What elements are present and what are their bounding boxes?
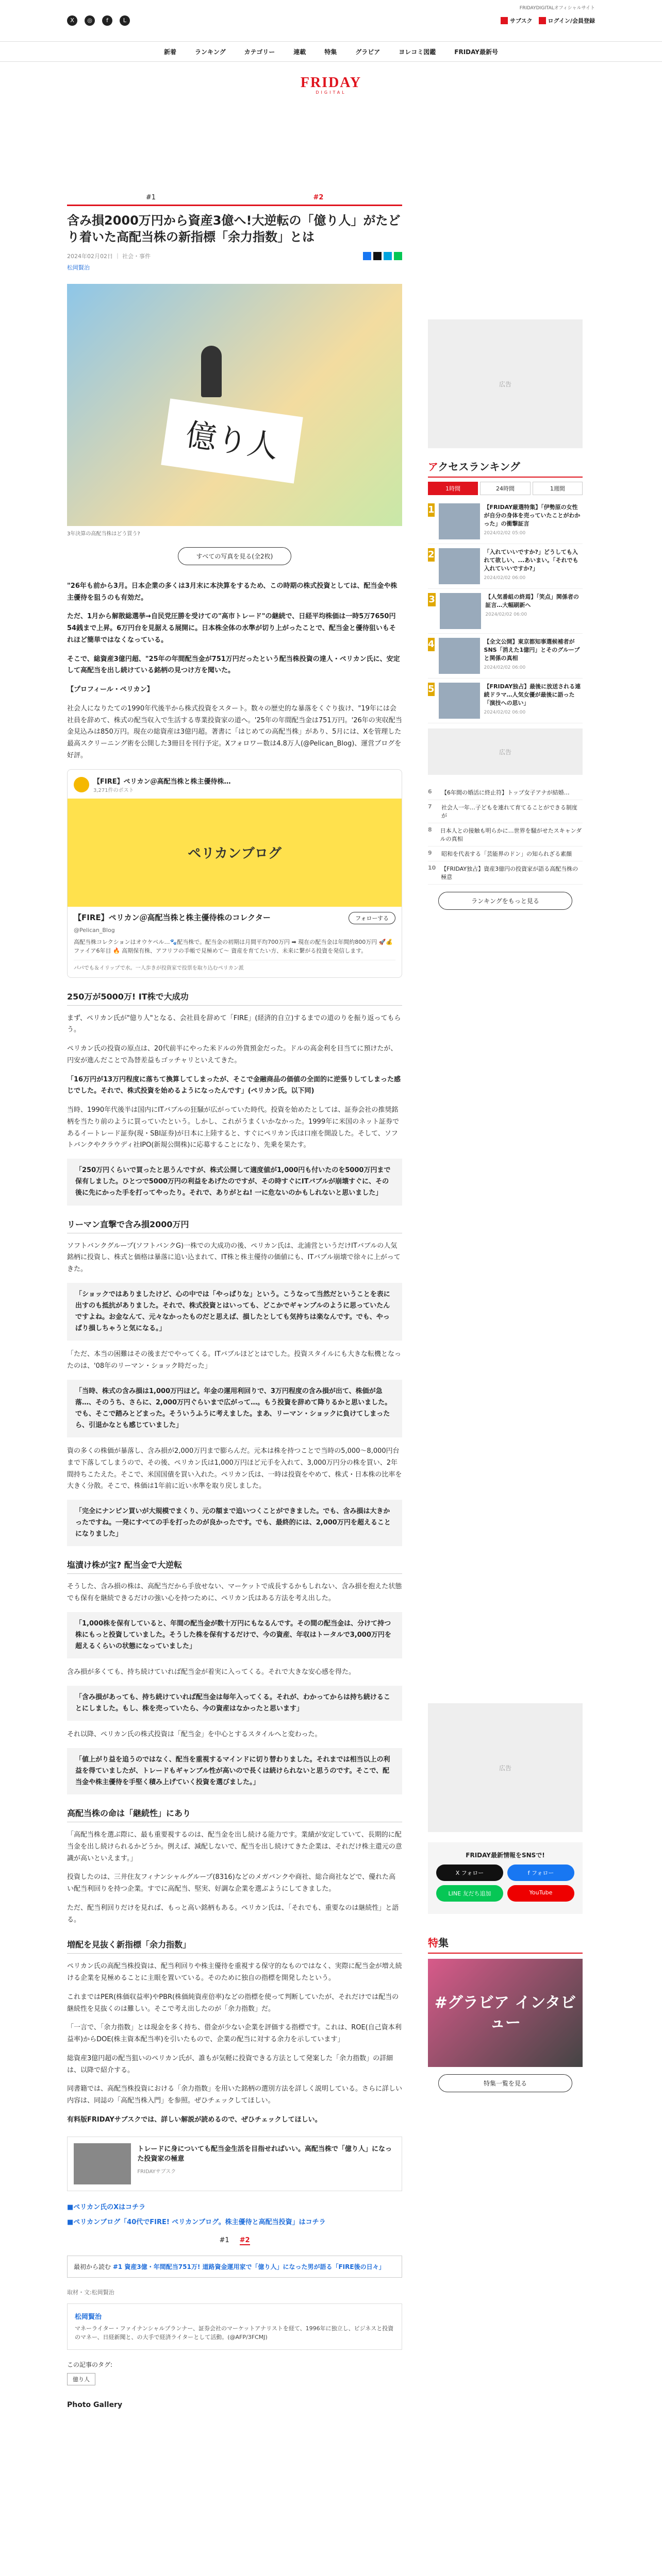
login-label: ログイン/会員登録 bbox=[548, 18, 595, 24]
rank-number: 1 bbox=[428, 503, 435, 517]
page-link-1[interactable]: #1 bbox=[219, 2236, 229, 2244]
nav-item-ranking[interactable]: ランキング bbox=[195, 48, 226, 56]
hatena-share-icon[interactable] bbox=[384, 252, 392, 260]
ranking-tabs bbox=[428, 482, 583, 495]
user-icon bbox=[539, 17, 546, 24]
paragraph: それ以降、ペリカン氏の株式投資は「配当金」を中心とするスタイルへと変わった。 bbox=[67, 1731, 322, 1738]
embed-post-count: 3,271件のポスト bbox=[93, 787, 134, 793]
section-heading: 250万が5000万! IT株で大成功 bbox=[67, 990, 402, 1006]
ranking-heading-rest: クセスランキング bbox=[438, 461, 520, 473]
nav-item-category[interactable]: カテゴリー bbox=[244, 48, 275, 56]
ranking-title: 日本人との接触も明らかに…世界を騒がせたスキャンダルの真相 bbox=[440, 827, 582, 842]
quote-text: 「1,000株を保有していると、年間の配当金が数十万円にもなるんです。その間の配当金は、分けて持つ株にもっと投資していました。そうした株を保有するだけで、今の資産、年収はトータルで3,000万円を超えるくらいの状態になっていました」 bbox=[75, 1619, 391, 1650]
quote-text: 「完全にナンピン買いが大規模でまくり、元の額まで追いつくことができました。でも、含み損は大きかったですね。一発にすべての手を打ったのが良かったです。でも、最終的には、2,000万円を超えることになりました」 bbox=[75, 1507, 391, 1538]
feature-banner[interactable]: #グラビア インタビュー bbox=[428, 1959, 583, 2067]
ranking-title: 社会人一年…子どもを連れて育てることができる制度が bbox=[441, 804, 577, 819]
article-category[interactable]: 社会・事件 bbox=[122, 252, 151, 260]
facebook-icon[interactable]: f bbox=[102, 15, 112, 26]
photo-caption: 3年決算の高配当株はどう買う? bbox=[67, 531, 140, 537]
quote-text: 「ショックではありましたけど、心の中では「やっぱりな」という。こうなって当然だということを表に出すのも抵抗がありました。それで、株式投資とはいっても、どこかでギャンブルのように思っていたんですよね。お金なんて、元々なかったものだと思えば、損したとしても気持ちは楽なんです。でも、やっぱり損しちゃうと気になる。」 bbox=[75, 1290, 390, 1333]
sidebar-spacer bbox=[428, 930, 583, 1703]
embed-handle: @Pelican_Blog bbox=[74, 926, 115, 934]
article-date: 2024年02月02日 bbox=[67, 252, 113, 260]
instagram-icon[interactable]: ◎ bbox=[85, 15, 95, 26]
ranking-item[interactable] bbox=[428, 544, 583, 589]
paragraph: まず、ペリカン氏が"億り人"となる、会社員を辞めて「FIRE」(経済的自立)するまでの道のりを振り返ってもらう。 bbox=[67, 1014, 401, 1034]
nav-item-new[interactable]: 新着 bbox=[164, 48, 177, 56]
ranking-title: 【全文公開】東京都知事選候補者がSNS「消えた1億円」とそのグループと関係の真相 bbox=[484, 638, 580, 662]
rank-number: 6 bbox=[428, 788, 432, 795]
x-profile-embed[interactable] bbox=[67, 769, 402, 978]
share-buttons bbox=[363, 252, 402, 260]
paragraph: 総資産3億円超の配当狙いのペリカン氏が、誰もが気軽に投資できる方法として発案した「余力指数」の詳細は、以降で紹介する。 bbox=[67, 2054, 393, 2074]
page-tab-1[interactable]: #1 bbox=[145, 194, 156, 201]
paragraph: 「16万円が13万円程度に落ちて換算してしまったが、そこで金融商品の価値の全面的に逆張りしてしまった感じでした。それで、株式投資を始めるようになったんです」(ペリカン氏。以下同) bbox=[67, 1075, 401, 1095]
rank-number: 5 bbox=[428, 683, 435, 696]
ranking-item-small[interactable] bbox=[428, 800, 583, 823]
ranking-item-small[interactable] bbox=[428, 785, 583, 800]
section-heading: 増配を見抜く新指標「余力指数」 bbox=[67, 1938, 402, 1954]
line-follow-button[interactable]: LINE 友だち追加 bbox=[436, 1885, 503, 1902]
subscribe-button[interactable] bbox=[501, 16, 533, 25]
ranking-date: 2024/02/02 06:00 bbox=[485, 612, 527, 617]
paragraph: これまではPER(株価収益率)やPBR(株価純資産倍率)などの指標を使って判断していたが、それだけでは配当の継続性を見抜くのは難しい。そこで考え出したのが「余力指数」だ。 bbox=[67, 1993, 399, 2013]
section-heading: 塩漬け株が宝? 配当金で大逆転 bbox=[67, 1558, 402, 1574]
ranking-date: 2024/02/02 06:00 bbox=[484, 709, 526, 715]
photo-gallery-heading: Photo Gallery bbox=[67, 2400, 123, 2409]
page-tabs bbox=[67, 191, 402, 206]
article-credit: 取材・文:松岡賢治 bbox=[67, 2289, 114, 2296]
ranking-tab-1w[interactable]: 1週間 bbox=[533, 482, 583, 495]
logo-text: FRIDAY bbox=[300, 74, 362, 91]
paragraph: 「高配当株を選ぶ際に、最も重要視するのは、配当金を出し続ける能力です。業績が安定していて、長期的に配当金を出し続けられるかどうか。例えば、減配しないで、配当を出し続けてきた企業は、それだけ株主還元の意識が高いといえます。」 bbox=[67, 1831, 402, 1862]
profile-label: 【プロフィール・ペリカン】 bbox=[67, 686, 154, 694]
page-tab-2[interactable]: #2 bbox=[313, 194, 324, 201]
embed-name: 【FIRE】ペリカン＠高配当株と株主優待株… bbox=[93, 777, 231, 786]
ranking-item[interactable] bbox=[428, 499, 583, 544]
tags-label: この記事のタグ: bbox=[67, 2361, 113, 2368]
paragraph: ペリカン氏の投資の原点は、20代前半にやった米ドルの外貨預金だった。ドルの高金利を目当てに預けたが、円安が進んだことで為替差益もゴッチャリといえてきた。 bbox=[67, 1045, 398, 1064]
header-top-text: FRIDAYDIGITALオフィシャルサイト bbox=[519, 6, 595, 11]
nav-item-gravure[interactable]: グラビア bbox=[355, 48, 380, 56]
ranking-date: 2024/02/02 06:00 bbox=[484, 665, 526, 670]
ranking-title: 「入れていいですか?」どうしても入れて欲しい、...あいまい。「それでも入れていいですか?」 bbox=[484, 549, 578, 572]
okuribito-card-illustration: 億り人 bbox=[161, 398, 303, 483]
feature-heading-rest: 集 bbox=[438, 1937, 449, 1949]
quote-box bbox=[67, 1159, 402, 1205]
paragraph: ただ、1月から解散総選挙→自民党圧勝を受けての"高市トレード"の継続で、日経平均株価は一時5万7650円54銭まで上昇。6万円台を見据える展開に。日本株全体の水準が切り上がったことで、配当金と優待狙いもそれほど簡単ではなくなっている。 bbox=[67, 613, 396, 644]
pelican-x-link[interactable]: ■ペリカン氏のXはコチラ bbox=[67, 2203, 146, 2211]
subscribe-icon bbox=[501, 17, 508, 24]
paragraph: ペリカン氏の高配当株投資は、配当利回りや株主優待を重視する保守的なものではなく、実際に配当金が増え続ける企業を見極めることに主眼を置いている。そのために独自の指標を開発したという。 bbox=[67, 1962, 402, 1982]
logo-subtext: DIGITAL bbox=[316, 90, 346, 95]
ranking-thumbnail bbox=[439, 503, 480, 539]
paragraph: 「ただ、本当の困難はその後まだでやってくる。ITバブルほどとはでした。投資スタイルにも大きな転機となったのは、'08年のリーマン・ショック時だった」 bbox=[67, 1350, 401, 1370]
paragraph: 社会人になりたての1990年代後半から株式投資をスタート。数々の歴史的な暴落をくぐり抜け、"19年には会社員を辞めて、株式の配当収入で生活する専業投資家の道へ。'25年の年間配当金は751万円。'26年の実収配当金見込みは850万円。現在の総資産は3億円超。著書に「はじめての高配当株」があり、5月には、Xを管理した最高スクリーニング術を公開した3冊目を刊行予定。Xフォロワー数は4.8万人(@Pelican_Blog)、運営ブログを好評。 bbox=[67, 704, 402, 759]
ranking-title: 【FRIDAY独占】最後に放送される連続ドラマ…人気女優が最後に語った「演技への思い」 bbox=[484, 683, 581, 706]
paragraph: ソフトバンクグループ(ソフトバンクG)一株での大成功の後、ペリカン氏は、北浦営というだけITバブルの人気銘柄に投資し、株式と価格は暴落に追い込まれて、IT株と株主優待の価値にも、ITバブル崩壊で徐々に上がってきた。 bbox=[67, 1242, 401, 1273]
author-name[interactable]: 松岡賢治 bbox=[75, 2313, 102, 2321]
promo-source: FRIDAYサブスク bbox=[137, 2168, 176, 2175]
sns-follow-box bbox=[428, 1842, 583, 1914]
subscription-promo-card[interactable] bbox=[67, 2137, 402, 2191]
ranking-item[interactable] bbox=[428, 679, 583, 723]
x-follow-button[interactable]: X フォロー bbox=[436, 1865, 503, 1881]
quote-box bbox=[67, 1748, 402, 1794]
paragraph: 「一言で、「余力指数」とは現金を多く持ち、借金が少ない企業を評価する指標です。これは、ROE(自己資本利益率)からDOE(株主資本配当率)を引いたもので、企業の配当に対する余力を示しています」 bbox=[67, 2024, 402, 2044]
article-meta: 2024年02月02日 ｜ 社会・事件 bbox=[67, 252, 402, 260]
ranking-item-small[interactable] bbox=[428, 861, 583, 885]
x-share-icon[interactable] bbox=[373, 252, 382, 260]
feature-heading bbox=[428, 1935, 583, 1954]
paragraph: ただ、配当利回りだけを見れば、もっと高い銘柄もある。ペリカン氏は、「それでも、重要なのは継続性」と語る。 bbox=[67, 1904, 399, 1924]
ranking-tab-24h[interactable]: 24時間 bbox=[480, 482, 530, 495]
section-heading: リーマン直撃で含み損2000万円 bbox=[67, 1218, 402, 1233]
quote-box bbox=[67, 1283, 402, 1341]
bottom-pagination bbox=[67, 2236, 402, 2245]
author-profile bbox=[67, 2303, 402, 2350]
sidebar-ad-2[interactable]: 広告 bbox=[428, 728, 583, 775]
paragraph: 同書籍では、高配当株投資における「余力指数」を用いた銘柄の選別方法を詳しく説明している。さらに詳しい内容は、同誌の「高配当株入門」を参照。ぜひチェックしてほしい。 bbox=[67, 2085, 403, 2105]
nav-item-yorecomi[interactable]: ヨレコミ図鑑 bbox=[399, 48, 436, 56]
author-bio: マネーライター・ファイナンシャルプランナー、証券会社のマーケットアナリストを経て、1996年に独立し、ビジネスと投資のマネー、日経新聞と、の大手で経済ライターとして活動。(@AFP/3FCMJ) bbox=[75, 2325, 394, 2341]
facebook-share-icon[interactable] bbox=[363, 252, 371, 260]
nav-item-feature[interactable]: 特集 bbox=[324, 48, 337, 56]
promo-thumbnail bbox=[74, 2143, 131, 2184]
feature-heading-accent: 特 bbox=[428, 1937, 438, 1949]
ranking-tab-1h[interactable]: 1時間 bbox=[428, 482, 478, 495]
quote-box bbox=[67, 1500, 402, 1546]
quote-box bbox=[67, 1380, 402, 1437]
subscribe-label: サブスク bbox=[509, 18, 533, 24]
nav-item-latest-issue[interactable]: FRIDAY最新号 bbox=[454, 48, 498, 56]
ranking-title: 【6年間の婚活に終止符】トップ女子アナが結婚… bbox=[441, 789, 570, 796]
ranking-item-small[interactable] bbox=[428, 846, 583, 861]
promo-text: トレードに身についても配当金生活を目指せればいい。高配当株で「億り人」になった投資家の極意 bbox=[137, 2145, 392, 2163]
article-main bbox=[67, 62, 402, 2409]
ranking-heading bbox=[428, 459, 583, 478]
ranking-thumbnail bbox=[439, 638, 480, 674]
nav-item-series[interactable]: 連載 bbox=[293, 48, 306, 56]
social-links bbox=[67, 15, 130, 26]
x-icon[interactable]: X bbox=[67, 15, 77, 26]
page-link-2[interactable]: #2 bbox=[239, 2236, 250, 2244]
embed-footer: パパでも＆イリップで水。一人歩きが投資家で投票を取り込むペリカン派 bbox=[74, 960, 395, 971]
ranking-thumbnail bbox=[439, 548, 480, 584]
paragraph: そうした、含み損の株は、高配当だから手放せない、マーケットで成長するかもしれない、含み損を抱えた状態でも保有を継続できるだけの強い心を持つために、ペリカン氏はある方法を考え出した。 bbox=[67, 1583, 402, 1603]
sidebar bbox=[428, 62, 583, 2409]
embed-banner: ペリカンブログ bbox=[68, 799, 402, 907]
feature-list-button[interactable]: 特集一覧を見る bbox=[438, 2074, 572, 2092]
related-links bbox=[67, 2201, 402, 2226]
ranking-item[interactable] bbox=[428, 634, 583, 679]
quote-box bbox=[67, 1612, 402, 1658]
paragraph: 投資したのは、三井住友フィナンシャルグループ(8316)などのメガバンクや商社、総合商社などで、優れた高い配当利回りを持つ企業。すでに高配当、堅実、好調な企業を選ぶようにしてきました。 bbox=[67, 1873, 396, 1893]
rank-number: 3 bbox=[428, 593, 436, 606]
pelican-blog-link[interactable]: ■ペリカンブログ「40代でFIRE! ペリカンブログ。株主優待と高配当投資」はコチラ bbox=[67, 2218, 326, 2226]
paragraph: 含み損が多くても、持ち続けていれば配当金が着実に入ってくる。それで大きな安心感を得た。 bbox=[67, 1668, 356, 1676]
all-photos-button[interactable]: すべての写真を見る(全2枚) bbox=[178, 547, 291, 565]
rank-number: 9 bbox=[428, 850, 432, 856]
line-share-icon[interactable] bbox=[394, 252, 402, 260]
ranking-thumbnail bbox=[440, 593, 481, 629]
author-link[interactable]: 松岡賢治 bbox=[67, 264, 90, 271]
read-from-start-label: 最初から読む bbox=[74, 2263, 111, 2270]
paragraph: 資の多くの株価が暴落し、含み損が2,000万円まで膨らんだ。元本は株を持つことで当時の5,000〜8,000円台まで下落してしまうので、その後、ペリカン氏は1,000万円ほど元手を入れて、3,000万円分の株を買い、2年間持ちこたえた。そこで、米国国債を買い入れた。ペリカン氏は、一時は投資をやめて、株式・日本株の比率を大きく分散。そこで、株価は1年前に近い水準を取り戻しました。 bbox=[67, 1447, 402, 1490]
tag-okuribito[interactable]: 億り人 bbox=[67, 2373, 95, 2385]
article-body bbox=[67, 581, 402, 2126]
rank-number: 2 bbox=[428, 548, 435, 562]
read-from-start-box[interactable] bbox=[67, 2256, 402, 2278]
ranking-title: 昭和を代表する「芸能界のドン」の知られざる素顔 bbox=[441, 851, 572, 857]
rank-number: 8 bbox=[428, 826, 432, 833]
paragraph: 有料版FRIDAYサブスクでは、詳しい解説が読めるので、ぜひチェックしてほしい。 bbox=[67, 2115, 322, 2124]
sidebar-ad-3[interactable]: 広告 bbox=[428, 1703, 583, 1832]
paragraph: "26年も前から3月。日本企業の多くは3月末に本決算をするため、この時期の株式投資としては、配当金や株主優待を狙うのも有効だ。 bbox=[67, 582, 398, 602]
ranking-date: 2024/02/02 05:00 bbox=[484, 530, 526, 536]
article-title: 含み損2000万円から資産3億へ!大逆転の「億り人」がたどり着いた高配当株の新指標「余力指数」とは bbox=[67, 213, 401, 245]
paragraph: 当時、1990年代後半は国内にITバブルの狂騒が広がっていた時代。投資を始めたとしては、証券会社の推奨銘柄を当たり前のように買っていたという。しかし、これがうまくいかなかった。1999年に米国のネット証券であるイートレード証券(現・SBI証券)が日本に上陸すると、すぐにペリカン氏は口座を開設した。そして、ソフトバンクやクラウディ社IPO(新規公開株)に応募することになり、先乗を果たす。 bbox=[67, 1106, 400, 1149]
ranking-date: 2024/02/02 06:00 bbox=[484, 575, 526, 581]
ranking-title: 【FRIDAY厳選特集】「伊勢原の女性が自分の身体を売っていたことがわかった」の衝撃証言 bbox=[484, 504, 581, 527]
sns-heading: FRIDAY最新情報をSNSで! bbox=[466, 1852, 545, 1859]
rank-number: 10 bbox=[428, 865, 436, 871]
ranking-thumbnail bbox=[439, 683, 480, 719]
follow-button[interactable]: フォローする bbox=[349, 912, 395, 924]
quote-text: 「値上がり益を追うのではなく、配当を重視するマインドに切り替わりました。それまでは相当以上の利益を得ていましたが、トレードもギャンブル性が高いので長くは続けられないと思うのです。そこで、配当金や株主優待を手堅く積み上げていく投資を選びました。」 bbox=[75, 1755, 390, 1786]
rank-number: 7 bbox=[428, 803, 432, 810]
sidebar-ad[interactable]: 広告 bbox=[428, 319, 583, 448]
quote-text: 「当時、株式の含み損は1,000万円ほど。年金の運用利回りで、3万円程度の含み損が出て、株価が急落…、そのうち、さらに、2,000万円ぐらいまで広がって…。もう投資を辞めて降りるかと思いました。でも、そこで踏みとどまった。そういうふうに考えました。まあ、リーマン・ショックに負けてしまったら、引退かなとも感じていました」 bbox=[75, 1387, 392, 1429]
section-heading: 高配当株の命は「継続性」にあり bbox=[67, 1807, 402, 1822]
rank-number: 4 bbox=[428, 638, 435, 651]
youtube-follow-button[interactable]: YouTube bbox=[507, 1885, 574, 1902]
quote-text: 「250万円くらいで買ったと思うんですが、株式公開して適度値が1,000円も付いたのを5000万円まで保有しました。ひとつで5000万円の利益をあげたのですが、その時すぐにITバブルが崩壊すぐに、その後に先にかった手を打ってやったり。それで、ありがとね! 一に危ないのかもしれないと思いました」 bbox=[75, 1166, 391, 1197]
figurine-illustration bbox=[201, 346, 222, 397]
embed-title: 【FIRE】ペリカン＠高配当株と株主優待株のコレクター bbox=[74, 912, 271, 922]
paragraph: そこで、総資産3億円超、"25年の年間配当金が751万円だったという配当株投資の達人・ペリカン氏に、安定して高配当を出し続けている銘柄の見つけ方を聞いた。 bbox=[67, 655, 400, 675]
site-logo[interactable] bbox=[163, 0, 499, 95]
ranking-title: 【人気番組の終焉】「笑点」関係者の証言…大幅刷新へ bbox=[485, 594, 579, 608]
ranking-item[interactable] bbox=[428, 589, 583, 634]
ranking-title: 【FRIDAY独占】資産3億円の投資家が語る高配当株の極意 bbox=[441, 866, 578, 880]
ranking-more-button[interactable]: ランキングをもっと見る bbox=[438, 892, 572, 910]
ranking-item-small[interactable] bbox=[428, 823, 583, 846]
ranking-heading-accent: ア bbox=[428, 461, 438, 473]
main-photo[interactable] bbox=[67, 284, 402, 526]
login-button[interactable] bbox=[539, 16, 595, 25]
embed-description: 高配当株コレクションはオウケペル…🐾配当株で。配当金の初期は月間平均700万円 ➡ 現在の配当金は年間約800万円 🚀💰ファイア6年目 🔥 高期保有株、アフリフの手帳で見極めて〜 資産を育てたい方、未来に繋がる投資を発信します。 bbox=[74, 938, 393, 955]
quote-text: 「含み損があっても、持ち続けていれば配当金は毎年入ってくる。それが、わかってからは持ち続けることにしました。もし、株を売っていたら、今の資産はなかったと思います」 bbox=[75, 1693, 390, 1713]
quote-box bbox=[67, 1686, 402, 1721]
facebook-follow-button[interactable]: f フォロー bbox=[507, 1865, 574, 1881]
embed-avatar bbox=[74, 777, 89, 792]
read-from-start-link[interactable]: #1 資産3億・年間配当751万! 道路資金運用家で「億り人」になった男が語る「FIRE後の日々」 bbox=[112, 2263, 385, 2270]
line-icon[interactable]: L bbox=[120, 15, 130, 26]
